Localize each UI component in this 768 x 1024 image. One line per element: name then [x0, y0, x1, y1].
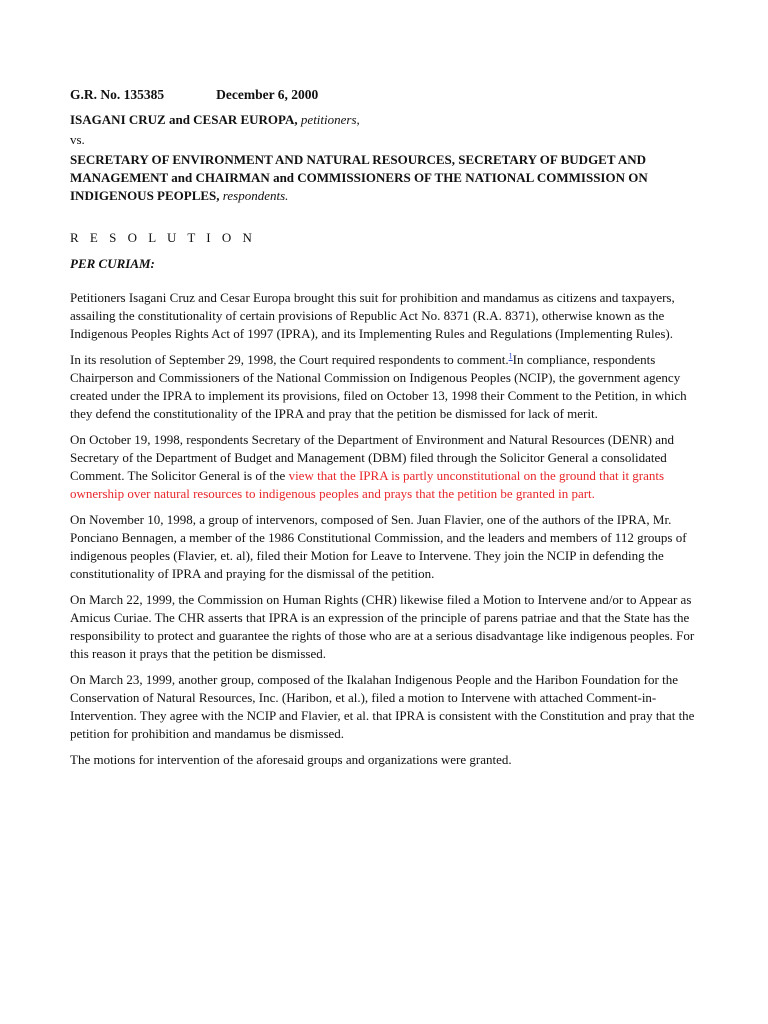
per-curiam-label: PER CURIAM: — [70, 256, 155, 271]
petitioners-line — [70, 111, 698, 129]
paragraph-5: On March 22, 1999, the Commission on Human Rights (CHR) likewise filed a Motion to Intervene and/or to Appear as Amicus Curiae. The CHR asserts that IPRA is an expression of the principle of parens patriae and that the State has the responsibility to protect and guarantee the rights of those who are at a serious disadvantage like indigenous peoples. For this reason it prays that the petition be dismissed. — [70, 592, 695, 661]
versus-label: vs. — [70, 132, 85, 147]
petitioners-role: petitioners, — [300, 112, 360, 127]
respondents-role: respondents. — [222, 188, 289, 203]
highlighted-text: view that the IPRA is partly unconstitutional on the ground that it grants ownership over natural resources to indigenous peoples and prays that the petition be granted in part. — [70, 468, 665, 501]
paragraph-6: On March 23, 1999, another group, composed of the Ikalahan Indigenous People and the Haribon Foundation for the Conservation of Natural Resources, Inc. (Haribon, et al.), filed a motion to Intervene with attached Comment-in-Intervention. They agree with the NCIP and Flavier, et al. that IPRA is consistent with the Constitution and pray that the petition for prohibition and mandamus be dismissed. — [70, 672, 695, 741]
paragraph-2-text-after: In compliance, respondents Chairperson and Commissioners of the National Commission on Indigenous Peoples (NCIP), the government agency created under the IPRA to implement its provisions, filed on October 13, 1998 their Comment to the Petition, in which they defend the constitutionality of the IPRA and pray that the petition be dismissed for lack of merit. — [70, 352, 687, 421]
case-header — [70, 86, 698, 104]
respondents-line — [70, 151, 698, 205]
resolution-heading: R E S O L U T I O N — [70, 230, 256, 245]
paragraph-2 — [70, 351, 698, 423]
paragraph-7: The motions for intervention of the aforesaid groups and organizations were granted. — [70, 752, 512, 767]
case-number: G.R. No. 135385 — [70, 87, 165, 102]
paragraph-1: Petitioners Isagani Cruz and Cesar Europa brought this suit for prohibition and mandamus as citizens and taxpayers, assailing the constitutionality of certain provisions of Republic Act No. 8371 (R.A. 8371), otherwise known as the Indigenous Peoples Rights Act of 1997 (IPRA), and its Implementing Rules and Regulations (Implementing Rules). — [70, 290, 675, 341]
case-date: December 6, 2000 — [216, 87, 319, 102]
paragraph-4: On November 10, 1998, a group of intervenors, composed of Sen. Juan Flavier, one of the authors of the IPRA, Mr. Ponciano Bennagen, a member of the 1986 Constitutional Commission, and the leaders and members of 112 groups of indigenous peoples (Flavier, et. al), filed their Motion for Leave to Intervene. They join the NCIP in defending the constitutionality of IPRA and praying for the dismissal of the petition. — [70, 512, 687, 581]
footnote-link[interactable]: 1 — [508, 351, 513, 361]
paragraph-3-text: On October 19, 1998, respondents Secretary of the Department of Environment and Natural Resources (DENR) and Secretary of the Department of Budget and Management (DBM) filed through the Solicitor General a consolidated Comment. The Solicitor General is of the — [70, 432, 674, 483]
respondents-names: SECRETARY OF ENVIRONMENT AND NATURAL RESOURCES, SECRETARY OF BUDGET AND MANAGEMENT and CHAIRMAN and COMMISSIONERS OF THE NATIONAL COMMISSION ON INDIGENOUS PEOPLES, — [70, 152, 648, 203]
paragraph-2-text-before: In its resolution of September 29, 1998, the Court required respondents to comment. — [70, 352, 509, 367]
paragraph-3 — [70, 431, 698, 503]
petitioners-names: ISAGANI CRUZ and CESAR EUROPA, — [70, 112, 298, 127]
